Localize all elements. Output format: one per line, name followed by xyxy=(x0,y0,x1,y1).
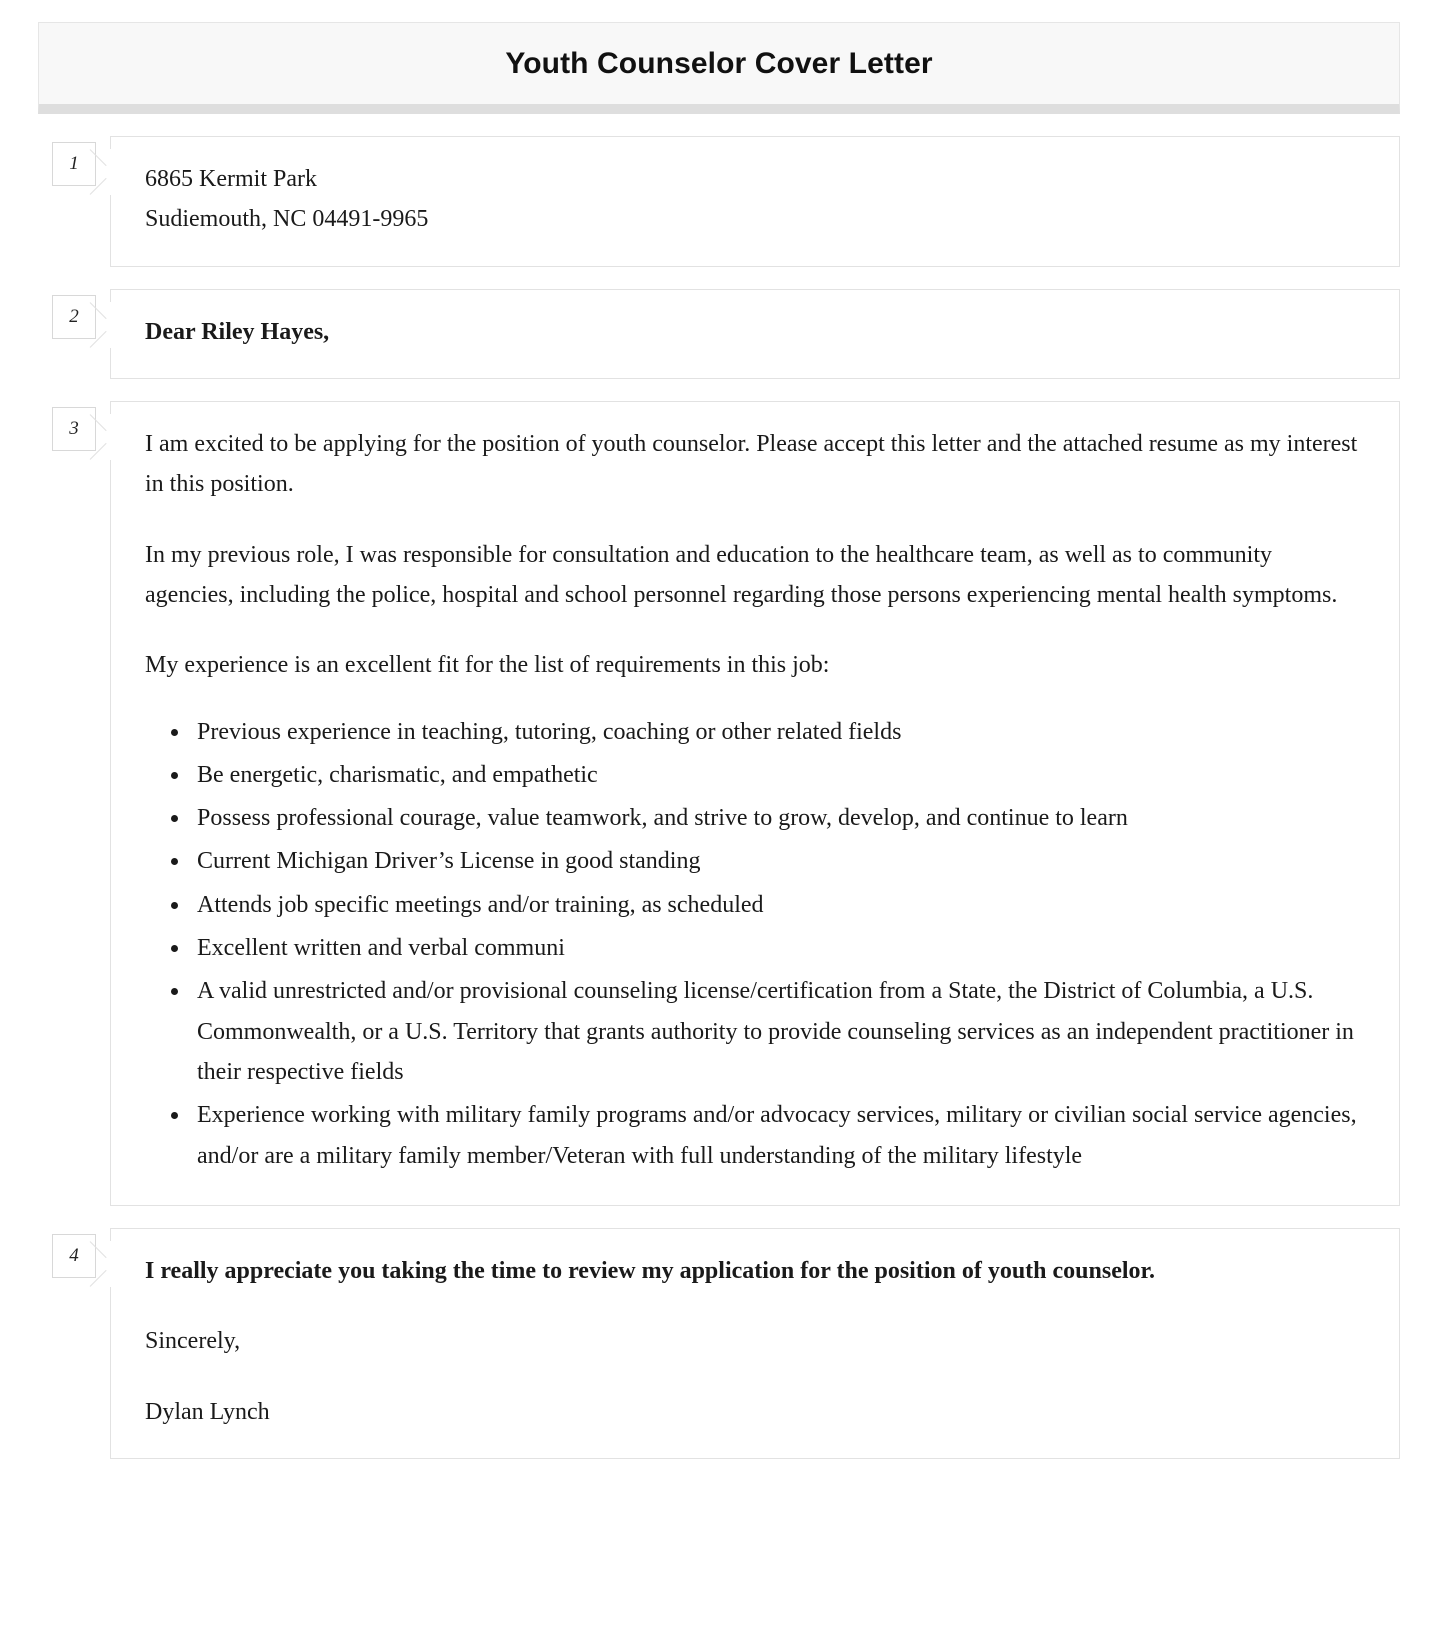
body-paragraph-2: In my previous role, I was responsible for consultation and education to the healthcare team, as well as to community agencies, including the police, hospital and school personnel regarding those persons experiencing mental health symptoms. xyxy=(145,541,1338,608)
section-number-badge: 3 xyxy=(52,407,96,451)
list-item: • Current Michigan Driver’s License in good standing xyxy=(191,841,1365,881)
section-number-badge: 2 xyxy=(52,295,96,339)
section-closing xyxy=(38,1228,1400,1459)
list-item: • Possess professional courage, value teamwork, and strive to grow, develop, and continue to learn xyxy=(191,798,1365,838)
section-number-cell xyxy=(38,289,110,339)
list-item: • Previous experience in teaching, tutoring, coaching or other related fields xyxy=(191,712,1365,752)
section-body-wrap xyxy=(110,136,1400,267)
callout-notch-mask xyxy=(110,149,112,195)
section-body-wrap xyxy=(110,1228,1400,1459)
list-item: • Excellent written and verbal communi xyxy=(191,928,1365,968)
document-page xyxy=(0,22,1440,1499)
closing-statement: I really appreciate you taking the time to review my application for the position of youth counselor. xyxy=(145,1257,1155,1284)
body-paragraph-3: My experience is an excellent fit for the list of requirements in this job: xyxy=(145,652,830,679)
section-salutation xyxy=(38,289,1400,379)
list-item: • Be energetic, charismatic, and empathetic xyxy=(191,755,1365,795)
section-content[interactable] xyxy=(110,289,1400,379)
section-content[interactable] xyxy=(110,401,1400,1206)
section-body-wrap xyxy=(110,289,1400,379)
section-number-cell xyxy=(38,136,110,186)
callout-notch-mask xyxy=(110,414,112,460)
list-item: • Attends job specific meetings and/or training, as scheduled xyxy=(191,885,1365,925)
signoff-text: Sincerely, xyxy=(145,1328,241,1355)
section-letter-body xyxy=(38,401,1400,1206)
section-number-cell xyxy=(38,1228,110,1278)
section-body-wrap xyxy=(110,401,1400,1206)
section-number-cell xyxy=(38,401,110,451)
list-item: • A valid unrestricted and/or provisional counseling license/certification from a State, the District of Columbia, a U.S. Commonwealth, or a U.S. Territory that grants authority to provide counseling services as an independent practitioner in their respective fields xyxy=(191,971,1365,1092)
section-content[interactable] xyxy=(110,1228,1400,1459)
page-title: Youth Counselor Cover Letter xyxy=(505,46,933,80)
salutation-text: Dear Riley Hayes, xyxy=(145,318,330,345)
list-item: • Experience working with military family programs and/or advocacy services, military or civilian social service agencies, and/or are a military family member/Veteran with full understanding of the military lifestyle xyxy=(191,1095,1365,1176)
section-content[interactable] xyxy=(110,136,1400,267)
signature-name: Dylan Lynch xyxy=(145,1398,270,1425)
section-number-badge: 1 xyxy=(52,142,96,186)
callout-notch-mask xyxy=(110,1241,112,1287)
callout-notch-mask xyxy=(110,302,112,348)
address-line-city-state-zip: Sudiemouth, NC 04491-9965 xyxy=(145,206,429,233)
document-header xyxy=(38,22,1400,114)
section-sender-address xyxy=(38,136,1400,267)
section-number-badge: 4 xyxy=(52,1234,96,1278)
requirements-list xyxy=(145,712,1365,1176)
body-paragraph-1: I am excited to be applying for the position of youth counselor. Please accept this letter and the attached resume as my interest in this position. xyxy=(145,430,1358,498)
sections-container xyxy=(0,136,1440,1499)
address-line-street: 6865 Kermit Park xyxy=(145,166,317,192)
